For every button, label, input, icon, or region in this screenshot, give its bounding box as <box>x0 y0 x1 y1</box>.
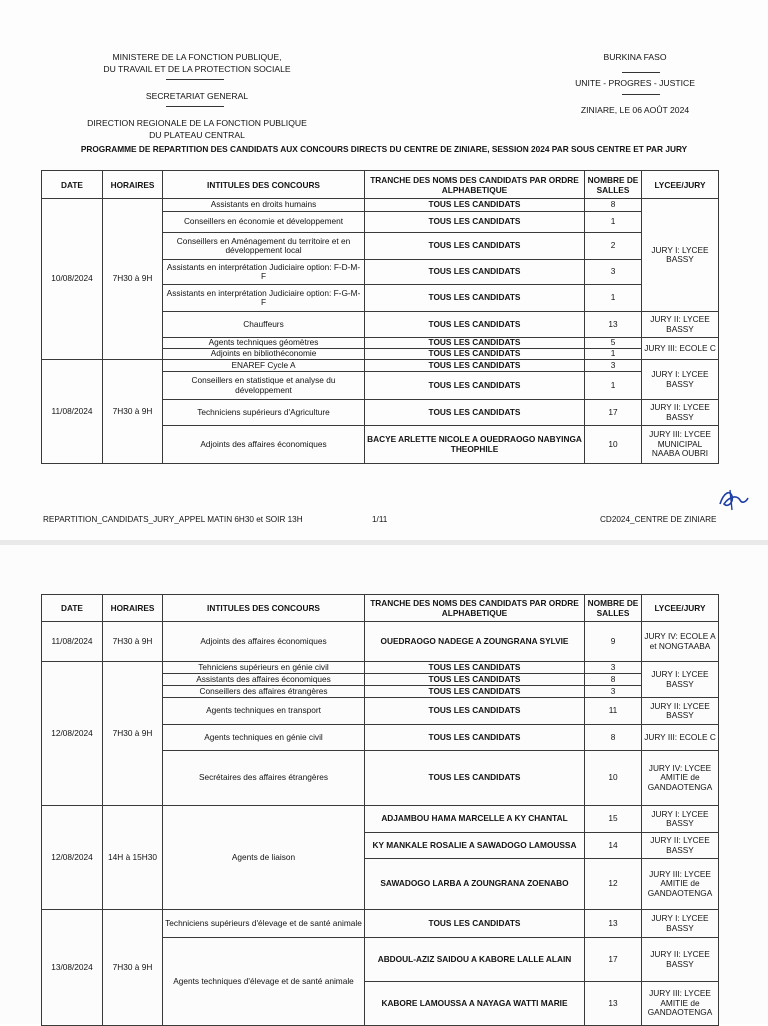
header-separator <box>166 79 224 80</box>
jury-cell: JURY II: LYCEE BASSY <box>642 312 719 338</box>
jury-cell: JURY I: LYCEE BASSY <box>642 360 719 400</box>
salles-cell: 11 <box>585 698 642 725</box>
column-header-date: DATE <box>42 171 103 199</box>
tranche-cell: KABORE LAMOUSSA A NAYAGA WATTI MARIE <box>365 982 585 1026</box>
concours-cell: Conseillers en statistique et analyse du développement <box>163 372 365 400</box>
column-header-salles: NOMBRE DE SALLES <box>585 595 642 622</box>
concours-cell: Techniciens supérieurs d'élevage et de santé animale <box>163 910 365 938</box>
salles-cell: 9 <box>585 622 642 662</box>
salles-cell: 1 <box>585 372 642 400</box>
concours-cell: Agents de liaison <box>163 806 365 910</box>
jury-cell: JURY II: LYCEE BASSY <box>642 938 719 982</box>
ministry-line-1: MINISTERE DE LA FONCTION PUBLIQUE, <box>112 52 282 62</box>
tranche-cell: BACYE ARLETTE NICOLE A OUEDRAOGO NABYINGA THEOPHILE <box>365 426 585 464</box>
concours-cell: Assistants des affaires économiques <box>163 674 365 686</box>
table-header-row <box>42 595 719 622</box>
tranche-cell: TOUS LES CANDIDATS <box>365 662 585 674</box>
header-separator <box>622 72 660 73</box>
time-cell: 7H30 à 9H <box>103 662 163 806</box>
jury-cell: JURY III: LYCEE AMITIE de GANDAOTENGA <box>642 859 719 910</box>
salles-cell: 3 <box>585 662 642 674</box>
tranche-cell: TOUS LES CANDIDATS <box>365 360 585 372</box>
time-cell: 7H30 à 9H <box>103 360 163 464</box>
tranche-cell: TOUS LES CANDIDATS <box>365 400 585 426</box>
concours-cell: ENAREF Cycle A <box>163 360 365 372</box>
secretariat-general: SECRETARIAT GENERAL <box>145 91 249 101</box>
salles-cell: 13 <box>585 982 642 1026</box>
header-separator <box>166 106 224 107</box>
distribution-table-2 <box>41 594 719 1026</box>
date-cell: 10/08/2024 <box>42 199 103 360</box>
table-row <box>42 360 719 372</box>
jury-cell: JURY II: LYCEE BASSY <box>642 698 719 725</box>
concours-cell: Adjoints des affaires économiques <box>163 622 365 662</box>
jury-cell: JURY I: LYCEE BASSY <box>642 806 719 833</box>
concours-cell: Tehniciens supérieurs en génie civil <box>163 662 365 674</box>
column-header-horaires: HORAIRES <box>103 595 163 622</box>
column-header-date: DATE <box>42 595 103 622</box>
footer-center-name: CD2024_CENTRE DE ZINIARE <box>600 515 717 524</box>
table-row <box>42 662 719 674</box>
concours-cell: Assistants en interprétation Judiciaire option: F-G-M-F <box>163 285 365 312</box>
date-cell: 12/08/2024 <box>42 662 103 806</box>
tranche-cell: TOUS LES CANDIDATS <box>365 233 585 260</box>
date-cell: 11/08/2024 <box>42 360 103 464</box>
salles-cell: 3 <box>585 360 642 372</box>
tranche-cell: TOUS LES CANDIDATS <box>365 910 585 938</box>
tranche-cell: TOUS LES CANDIDATS <box>365 372 585 400</box>
concours-cell: Agents techniques d'élevage et de santé animale <box>163 938 365 1026</box>
salles-cell: 8 <box>585 674 642 686</box>
tranche-cell: TOUS LES CANDIDATS <box>365 686 585 698</box>
time-cell: 14H à 15H30 <box>103 806 163 910</box>
column-header-intitules: INTITULES DES CONCOURS <box>163 595 365 622</box>
concours-cell: Conseillers des affaires étrangères <box>163 686 365 698</box>
footer-filename: REPARTITION_CANDIDATS_JURY_APPEL MATIN 6H30 et SOIR 13H <box>43 515 303 524</box>
tranche-cell: TOUS LES CANDIDATS <box>365 751 585 806</box>
footer-page-number: 1/11 <box>372 515 388 524</box>
tranche-cell: TOUS LES CANDIDATS <box>365 674 585 686</box>
date-cell: 12/08/2024 <box>42 806 103 910</box>
salles-cell: 1 <box>585 349 642 360</box>
time-cell: 7H30 à 9H <box>103 910 163 1026</box>
tranche-cell: TOUS LES CANDIDATS <box>365 212 585 233</box>
salles-cell: 2 <box>585 233 642 260</box>
concours-cell: Assistants en droits humains <box>163 199 365 212</box>
concours-cell: Chauffeurs <box>163 312 365 338</box>
tranche-cell: OUEDRAOGO NADEGE A ZOUNGRANA SYLVIE <box>365 622 585 662</box>
tranche-cell: ADJAMBOU HAMA MARCELLE A KY CHANTAL <box>365 806 585 833</box>
time-cell: 7H30 à 9H <box>103 199 163 360</box>
tranche-cell: TOUS LES CANDIDATS <box>365 285 585 312</box>
concours-cell: Adjoints en bibliothéconomie <box>163 349 365 360</box>
salles-cell: 3 <box>585 686 642 698</box>
salles-cell: 10 <box>585 751 642 806</box>
concours-cell: Techniciens supérieurs d'Agriculture <box>163 400 365 426</box>
jury-cell: JURY I: LYCEE BASSY <box>642 910 719 938</box>
column-header-intitules: INTITULES DES CONCOURS <box>163 171 365 199</box>
jury-cell: JURY I: LYCEE BASSY <box>642 662 719 698</box>
tranche-cell: TOUS LES CANDIDATS <box>365 698 585 725</box>
jury-cell: JURY III: ECOLE C <box>642 725 719 751</box>
salles-cell: 1 <box>585 285 642 312</box>
concours-cell: Conseillers en économie et développement <box>163 212 365 233</box>
country-name: BURKINA FASO <box>603 52 667 62</box>
jury-cell: JURY I: LYCEE BASSY <box>642 199 719 312</box>
column-header-jury: LYCEE/JURY <box>642 171 719 199</box>
concours-cell: Conseillers en Aménagement du territoire et en développement local <box>163 233 365 260</box>
column-header-tranche: TRANCHE DES NOMS DES CANDIDATS PAR ORDRE ALPHABETIQUE <box>365 171 585 199</box>
jury-cell: JURY IV: ECOLE A et NONGTAABA <box>642 622 719 662</box>
jury-cell: JURY IV: LYCEE AMITIE de GANDAOTENGA <box>642 751 719 806</box>
column-header-tranche: TRANCHE DES NOMS DES CANDIDATS PAR ORDRE ALPHABETIQUE <box>365 595 585 622</box>
concours-cell: Assistants en interprétation Judiciaire option: F-D-M-F <box>163 260 365 285</box>
jury-cell: JURY III: LYCEE AMITIE de GANDAOTENGA <box>642 982 719 1026</box>
jury-cell: JURY II: LYCEE BASSY <box>642 400 719 426</box>
tranche-cell: SAWADOGO LARBA A ZOUNGRANA ZOENABO <box>365 859 585 910</box>
ministry-line-2: DU TRAVAIL ET DE LA PROTECTION SOCIALE <box>103 64 291 74</box>
handwritten-signature-icon <box>716 486 750 514</box>
concours-cell: Agents techniques géomètres <box>163 338 365 349</box>
table-header-row <box>42 171 719 199</box>
jury-cell: JURY II: LYCEE BASSY <box>642 833 719 859</box>
tranche-cell: KY MANKALE ROSALIE A SAWADOGO LAMOUSSA <box>365 833 585 859</box>
salles-cell: 17 <box>585 938 642 982</box>
salles-cell: 14 <box>585 833 642 859</box>
place-and-date: ZINIARE, LE 06 AOÛT 2024 <box>580 105 690 115</box>
document-title: PROGRAMME DE REPARTITION DES CANDIDATS AUX CONCOURS DIRECTS DU CENTRE DE ZINIARE, SESSION 2024 PAR SOUS CENTRE ET PAR JURY <box>80 144 688 154</box>
tranche-cell: TOUS LES CANDIDATS <box>365 725 585 751</box>
table-row <box>42 199 719 212</box>
concours-cell: Agents techniques en génie civil <box>163 725 365 751</box>
salles-cell: 13 <box>585 910 642 938</box>
date-cell: 13/08/2024 <box>42 910 103 1026</box>
salles-cell: 8 <box>585 199 642 212</box>
salles-cell: 13 <box>585 312 642 338</box>
concours-cell: Adjoints des affaires économiques <box>163 426 365 464</box>
tranche-cell: TOUS LES CANDIDATS <box>365 349 585 360</box>
column-header-jury: LYCEE/JURY <box>642 595 719 622</box>
table-row <box>42 806 719 833</box>
jury-cell: JURY III: ECOLE C <box>642 338 719 360</box>
direction-line-1: DIRECTION REGIONALE DE LA FONCTION PUBLIQUE <box>87 118 307 128</box>
table-row <box>42 622 719 662</box>
document-page-2 <box>0 545 768 1024</box>
header-separator <box>622 94 660 95</box>
column-header-salles: NOMBRE DE SALLES <box>585 171 642 199</box>
salles-cell: 10 <box>585 426 642 464</box>
tranche-cell: TOUS LES CANDIDATS <box>365 199 585 212</box>
tranche-cell: TOUS LES CANDIDATS <box>365 338 585 349</box>
salles-cell: 5 <box>585 338 642 349</box>
tranche-cell: TOUS LES CANDIDATS <box>365 312 585 338</box>
national-motto: UNITE - PROGRES - JUSTICE <box>575 78 695 88</box>
tranche-cell: TOUS LES CANDIDATS <box>365 260 585 285</box>
distribution-table-1 <box>41 170 719 464</box>
date-cell: 11/08/2024 <box>42 622 103 662</box>
concours-cell: Secrétaires des affaires étrangères <box>163 751 365 806</box>
salles-cell: 3 <box>585 260 642 285</box>
time-cell: 7H30 à 9H <box>103 622 163 662</box>
salles-cell: 12 <box>585 859 642 910</box>
salles-cell: 17 <box>585 400 642 426</box>
direction-line-2: DU PLATEAU CENTRAL <box>149 130 245 140</box>
table-row <box>42 910 719 938</box>
concours-cell: Agents techniques en transport <box>163 698 365 725</box>
column-header-horaires: HORAIRES <box>103 171 163 199</box>
tranche-cell: ABDOUL-AZIZ SAIDOU A KABORE LALLE ALAIN <box>365 938 585 982</box>
salles-cell: 8 <box>585 725 642 751</box>
salles-cell: 15 <box>585 806 642 833</box>
salles-cell: 1 <box>585 212 642 233</box>
jury-cell: JURY III: LYCEE MUNICIPAL NAABA OUBRI <box>642 426 719 464</box>
